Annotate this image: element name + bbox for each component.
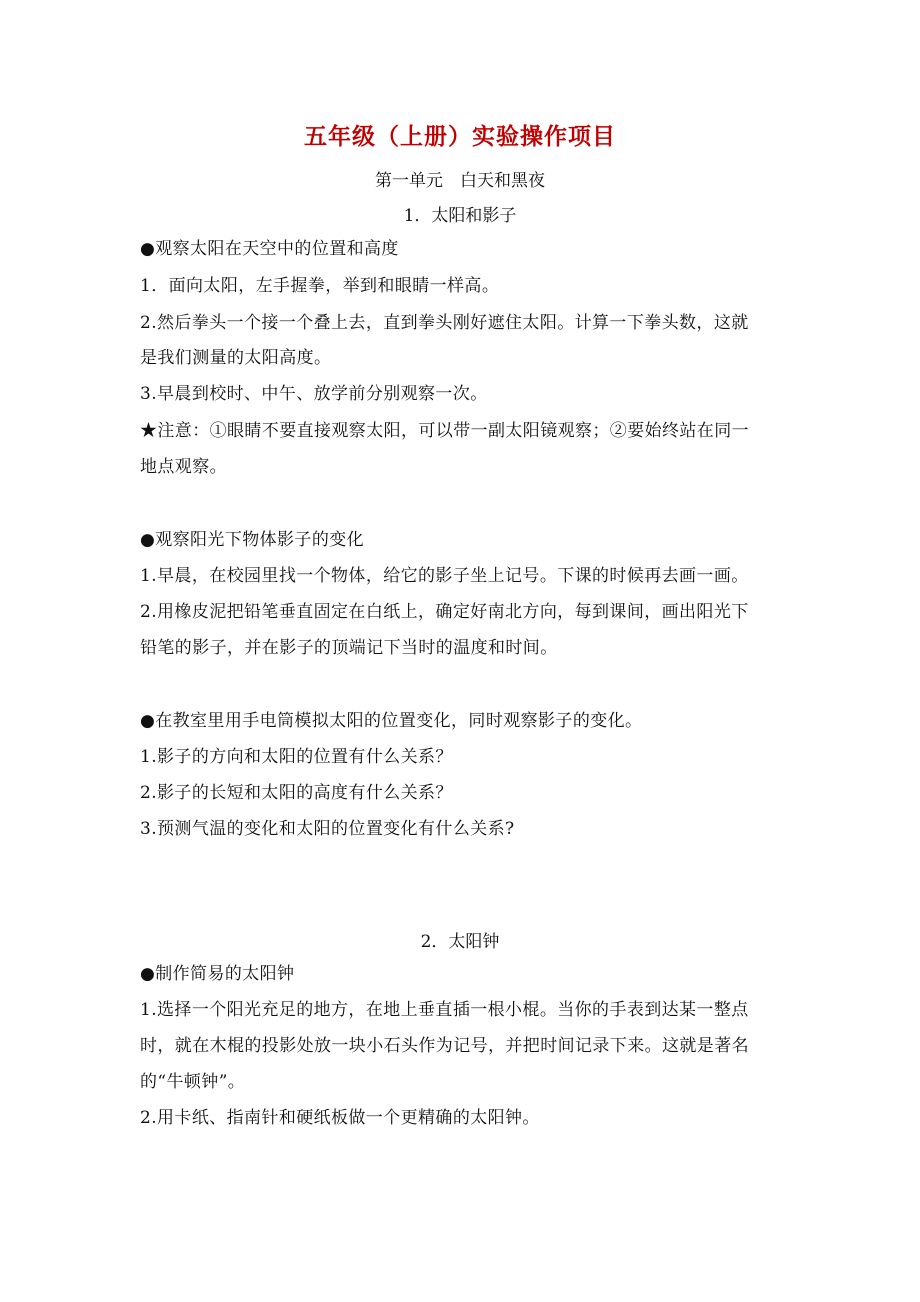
section-bullet: ●观察太阳在天空中的位置和高度 (140, 239, 399, 259)
step-text: 2.然后拳头一个接一个叠上去，直到拳头刚好遮住太阳。计算一下拳头数，这就 (140, 313, 749, 333)
note-text-continued: 地点观察。 (140, 457, 227, 477)
question-text: 2.影子的长短和太阳的高度有什么关系？ (140, 783, 453, 803)
lesson1-heading: 1．太阳和影子 (403, 206, 517, 226)
step-text-continued: 的“牛顿钟”。 (140, 1072, 246, 1092)
step-text-continued: 时，就在木棍的投影处放一块小石头作为记号，并把时间记录下来。这就是著名 (140, 1036, 749, 1056)
step-text: 2.用卡纸、指南针和硬纸板做一个更精确的太阳钟。 (140, 1108, 540, 1128)
step-text-continued: 是我们测量的太阳高度。 (140, 348, 332, 368)
document-title: 五年级（上册）实验操作项目 (304, 123, 616, 150)
question-text: 1.影子的方向和太阳的位置有什么关系？ (140, 747, 453, 767)
step-text: 1.选择一个阳光充足的地方，在地上垂直插一根小棍。当你的手表到达某一整点 (140, 1000, 749, 1020)
step-text: 1．面向太阳，左手握拳，举到和眼睛一样高。 (140, 276, 500, 296)
step-text: 1.早晨，在校园里找一个物体，给它的影子坐上记号。下课的时候再去画一画。 (140, 566, 749, 586)
section-bullet: ●制作简易的太阳钟 (140, 964, 295, 984)
unit-title: 第一单元 白天和黑夜 (375, 171, 545, 191)
note-text: ★注意：①眼睛不要直接观察太阳，可以带一副太阳镜观察；②要始终站在同一 (140, 421, 749, 441)
question-text: 3.预测气温的变化和太阳的位置变化有什么关系? (140, 819, 515, 839)
section-bullet: ●观察阳光下物体影子的变化 (140, 530, 365, 550)
section-bullet: ●在教室里用手电筒模拟太阳的位置变化，同时观察影子的变化。 (140, 711, 643, 731)
lesson2-heading: 2．太阳钟 (420, 932, 500, 952)
step-text: 3.早晨到校时、中午、放学前分别观察一次。 (140, 384, 488, 404)
step-text: 2.用橡皮泥把铅笔垂直固定在白纸上，确定好南北方向，每到课间，画出阳光下 (140, 602, 749, 622)
step-text-continued: 铅笔的影子，并在影子的顶端记下当时的温度和时间。 (140, 638, 558, 658)
